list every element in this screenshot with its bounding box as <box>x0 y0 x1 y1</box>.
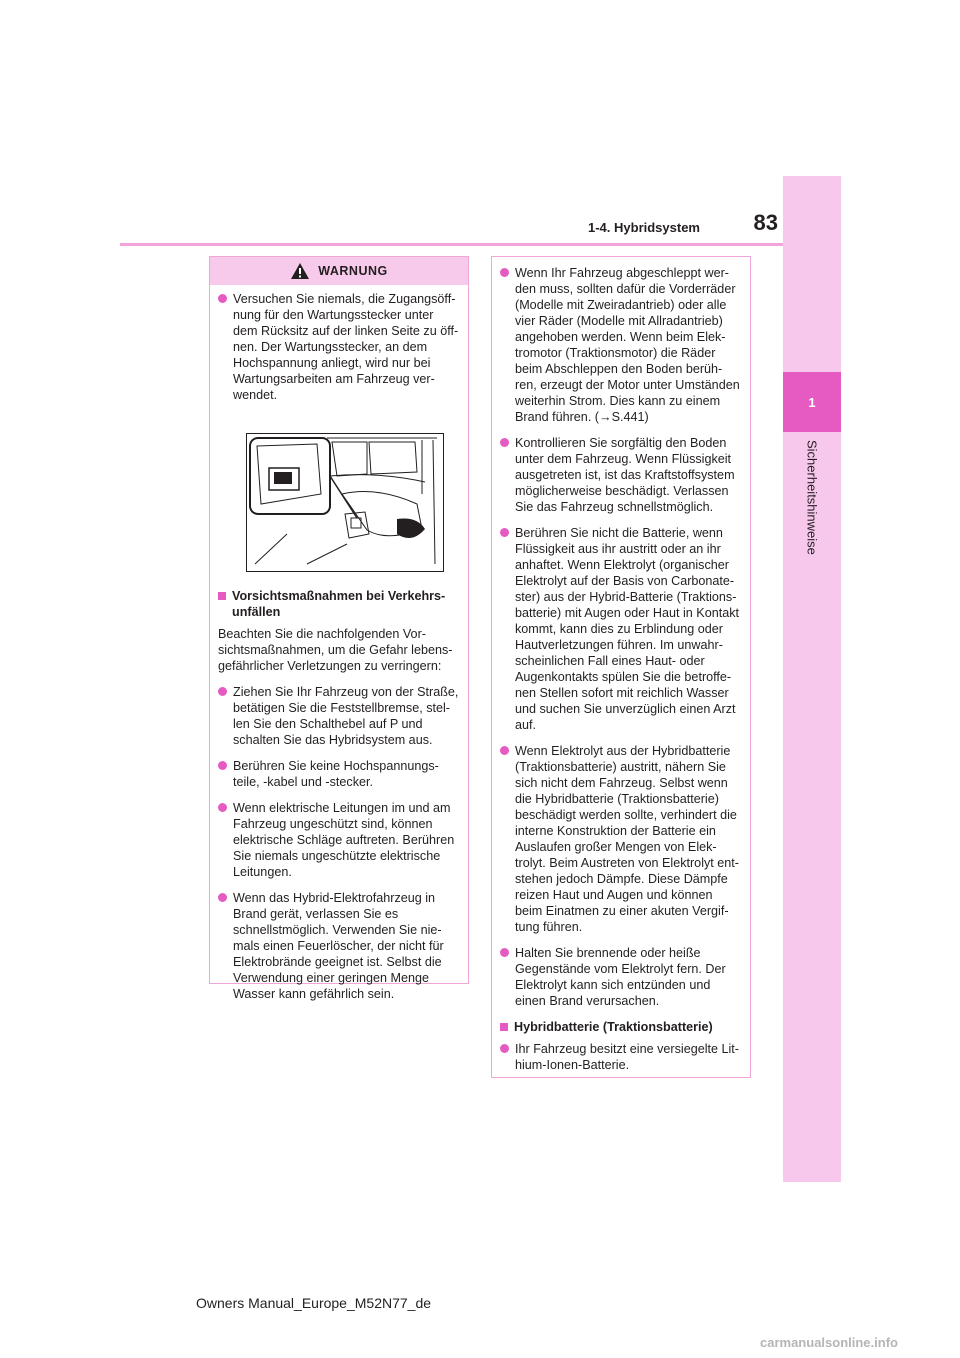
bullet-icon <box>218 761 227 770</box>
page-number: 83 <box>753 210 778 235</box>
bullet-text: Ziehen Sie Ihr Fahrzeug von der Straße, betätigen Sie die Feststellbremse, stel- len Sie den Schalthebel auf P und schalten Sie das Hybridsystem aus. <box>233 685 459 747</box>
warning-header <box>210 257 468 285</box>
bullet-text: Berühren Sie keine Hochspannungs- teile, -kabel und -stecker. <box>233 759 439 789</box>
bullet-icon <box>500 948 509 957</box>
list-item <box>218 800 460 880</box>
intro-paragraph: Beachten Sie die nachfolgenden Vor- sichtsmaßnahmen, um die Gefahr lebens- gefährlicher Verletzungen zu verringern: <box>218 627 453 673</box>
warning-continuation-box <box>491 256 751 1078</box>
section-subheading <box>500 1019 742 1035</box>
bullet-icon <box>500 528 509 537</box>
chapter-number-tab[interactable]: 1 <box>783 372 841 432</box>
list-item <box>500 525 742 733</box>
bullet-icon <box>500 268 509 277</box>
section-title: 1-4. Hybridsystem <box>588 220 700 235</box>
warning-title: WARNUNG <box>318 264 388 278</box>
bullet-text: Wenn das Hybrid-Elektrofahrzeug in Brand gerät, verlassen Sie es schnellstmöglich. Verwenden Sie nie- mals einen Feuerlöscher, der nicht für Elektrobrände geeignet ist. Selbst die Verwendung einer geringen Menge Wasser kann gefährlich sein. <box>233 891 444 1001</box>
bullet-icon <box>218 803 227 812</box>
continuation-content <box>492 257 750 1073</box>
list-item <box>218 758 460 790</box>
bullet-icon <box>500 438 509 447</box>
list-item <box>218 684 460 748</box>
warning-box <box>209 256 469 1001</box>
square-bullet-icon <box>500 1023 508 1031</box>
header-rule <box>120 243 783 246</box>
subheading-text: Vorsichtsmaßnahmen bei Verkehrs- unfällen <box>232 589 446 619</box>
list-item <box>500 435 742 515</box>
list-item <box>500 1041 742 1073</box>
service-plug-illustration <box>246 433 444 572</box>
square-bullet-icon <box>218 592 226 600</box>
bullet-text: Berühren Sie nicht die Batterie, wenn Flüssigkeit aus ihr austritt oder an ihr anhaftet. Wenn Elektrolyt (organischer Elektrolyt auf der Basis von Carbonate- ster) aus der Hybrid-Batterie (Traktions- batterie) mit Augen oder Haut in Kontakt kommt, kann dies zu Erblindung oder Hautverletzungen führen. Im unwahr- scheinlichen Fall eines Haut- oder Augenkontakts spülen Sie die betroffe- nen Stellen sofort mit reichlich Wasser und suchen Sie unverzüglich einen Arzt auf. <box>515 526 740 732</box>
chapter-title: Sicherheitshinweise <box>804 440 820 555</box>
subheading-text: Hybridbatterie (Traktionsbatterie) <box>514 1020 713 1034</box>
bullet-text: Wenn Elektrolyt aus der Hybridbatterie (Traktionsbatterie) austritt, nähern Sie sich nicht dem Fahrzeug. Selbst wenn die Hybridbatterie (Traktionsbatterie) beschädigt werden sollte, verhindert die interne Konstruktion der Batterie ein Auslaufen großer Mengen von Elek- trolyt. Beim Austreten von Elektrolyt ent- stehen jedoch Dämpfe. Diese Dämpfe reizen Haut und Augen und können beim Einatmen zu einer akuten Vergif- tung führen. <box>515 744 739 934</box>
list-item <box>218 291 460 403</box>
bullet-icon <box>218 687 227 696</box>
bullet-icon <box>500 1044 509 1053</box>
bullet-text: Kontrollieren Sie sorgfältig den Boden unter dem Fahrzeug. Wenn Flüssigkeit ausgetreten ist, ist das Kraftstoffsystem möglicherweise beschädigt. Verlassen Sie das Fahrzeug schnellstmöglich. <box>515 436 735 514</box>
bullet-text: Wenn elektrische Leitungen im und am Fahrzeug ungeschützt sind, können elektrische Schläge auftreten. Berühren Sie niemals ungeschützte elektrische Leitungen. <box>233 801 455 879</box>
bullet-text: Ihr Fahrzeug besitzt eine versiegelte Lit- hium-Ionen-Batterie. <box>515 1042 740 1072</box>
watermark: carmanualsonline.info <box>760 1335 898 1350</box>
bullet-icon <box>218 893 227 902</box>
bullet-text: Versuchen Sie niemals, die Zugangsöff- nung für den Wartungsstecker unter dem Rücksitz auf der linken Seite zu öff- nen. Der Wartungsstecker, an dem Hochspannung anliegt, wird nur bei Wartungsarbeiten am Fahrzeug ver- wendet. <box>233 292 459 402</box>
bullet-icon <box>218 294 227 303</box>
list-item <box>500 265 742 425</box>
document-footer: Owners Manual_Europe_M52N77_de <box>196 1295 432 1311</box>
list-item <box>500 945 742 1009</box>
bullet-text: Wenn Ihr Fahrzeug abgeschleppt wer- den muss, sollten dafür die Vorderräder (Modelle mit Zweiradantrieb) oder alle vier Räder (Modelle mit Allradantrieb) angehoben werden. Wenn beim Elek- tromotor (Traktionsmotor) die Räder beim Abschleppen den Boden berüh- ren, erzeugt der Motor unter Umständen weiterhin Strom. Dies kann zu einem Brand führen. (→S.441) <box>515 266 740 424</box>
bullet-icon <box>500 746 509 755</box>
warning-triangle-icon <box>290 262 310 280</box>
side-band <box>783 176 841 1182</box>
bullet-text: Halten Sie brennende oder heiße Gegenstände vom Elektrolyt fern. Der Elektrolyt kann sich entzünden und einen Brand verursachen. <box>515 946 726 1008</box>
section-subheading <box>218 588 460 620</box>
list-item <box>218 890 460 1002</box>
warning-content <box>210 285 468 1002</box>
list-item <box>500 743 742 935</box>
